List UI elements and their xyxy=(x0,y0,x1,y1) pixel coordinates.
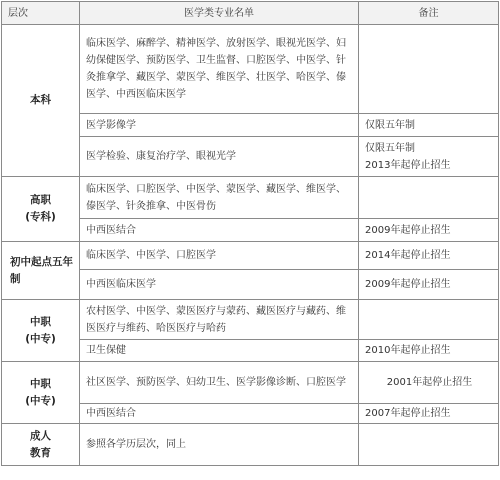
note-line: 仅限五年制 xyxy=(365,119,415,131)
table-row xyxy=(2,177,499,219)
note-line: 2014年起停止招生 xyxy=(365,250,451,261)
note-cell xyxy=(359,219,499,242)
level-label: 中职 xyxy=(30,377,51,390)
header-majors: 医学类专业名单 xyxy=(80,2,359,25)
note-cell xyxy=(359,300,499,340)
level-label-sub: (中专) xyxy=(25,332,56,345)
level-label-sub: (中专) xyxy=(25,394,56,407)
table-row xyxy=(2,300,499,340)
majors-cell: 参照各学历层次，同上 xyxy=(80,424,359,466)
level-cell xyxy=(2,424,80,466)
majors-cell: 卫生保健 xyxy=(80,340,359,362)
note-line: 2009年起停止招生 xyxy=(365,224,451,236)
note-cell xyxy=(359,114,499,137)
note-cell xyxy=(359,242,499,270)
note-line: 仅限五年制 xyxy=(365,142,415,154)
table-row xyxy=(2,424,499,466)
majors-cell: 临床医学、口腔医学、中医学、蒙医学、藏医学、维医学、傣医学、针灸推拿、中医骨伤 xyxy=(80,177,359,219)
note-cell xyxy=(359,137,499,177)
note-line: 2009年起停止招生 xyxy=(365,279,451,290)
level-label-sub: (专科) xyxy=(25,211,56,223)
level-cell xyxy=(2,362,80,424)
note-cell xyxy=(359,177,499,219)
level-cell xyxy=(2,300,80,362)
level-cell xyxy=(2,177,80,242)
majors-cell: 临床医学、中医学、口腔医学 xyxy=(80,242,359,270)
level-label: 成人 xyxy=(30,429,51,442)
note-line: 2013年起停止招生 xyxy=(365,159,451,171)
note-cell xyxy=(359,404,499,424)
majors-cell: 中西医结合 xyxy=(80,219,359,242)
note-line: 2001年起停止招生 xyxy=(386,377,473,388)
header-level: 层次 xyxy=(2,2,80,25)
table-row xyxy=(2,362,499,404)
note-line: 2010年起停止招生 xyxy=(365,345,451,356)
medical-majors-table xyxy=(1,1,499,466)
level-cell xyxy=(2,25,80,177)
header-note: 备注 xyxy=(359,2,499,25)
majors-cell: 医学影像学 xyxy=(80,114,359,137)
table-row xyxy=(2,242,499,270)
majors-cell: 农村医学、中医学、蒙医医疗与蒙药、藏医医疗与藏药、维医医疗与维药、哈医医疗与哈药 xyxy=(80,300,359,340)
majors-cell: 社区医学、预防医学、妇幼卫生、医学影像诊断、口腔医学 xyxy=(80,362,359,404)
note-cell xyxy=(359,424,499,466)
level-label: 高职 xyxy=(30,194,51,206)
table-header-row xyxy=(2,2,499,25)
note-cell xyxy=(359,25,499,114)
note-cell xyxy=(359,362,499,404)
note-cell xyxy=(359,270,499,300)
majors-cell: 医学检验、康复治疗学、眼视光学 xyxy=(80,137,359,177)
majors-cell: 中西医临床医学 xyxy=(80,270,359,300)
level-label: 本科 xyxy=(30,94,51,106)
majors-cell: 中西医结合 xyxy=(80,404,359,424)
level-label: 中职 xyxy=(30,315,51,328)
table-row xyxy=(2,25,499,114)
note-cell xyxy=(359,340,499,362)
level-cell xyxy=(2,242,80,300)
note-line: 2007年起停止招生 xyxy=(365,408,451,419)
level-label-sub: 教育 xyxy=(30,446,51,459)
level-label: 初中起点五年 xyxy=(10,255,73,268)
majors-cell: 临床医学、麻醉学、精神医学、放射医学、眼视光医学、妇幼保健医学、预防医学、卫生监督、口腔医学、中医学、针灸推拿学、藏医学、蒙医学、维医学、壮医学、哈医学、傣医学、中西医临床医学 xyxy=(80,25,359,114)
level-label-sub: 制 xyxy=(10,272,21,285)
